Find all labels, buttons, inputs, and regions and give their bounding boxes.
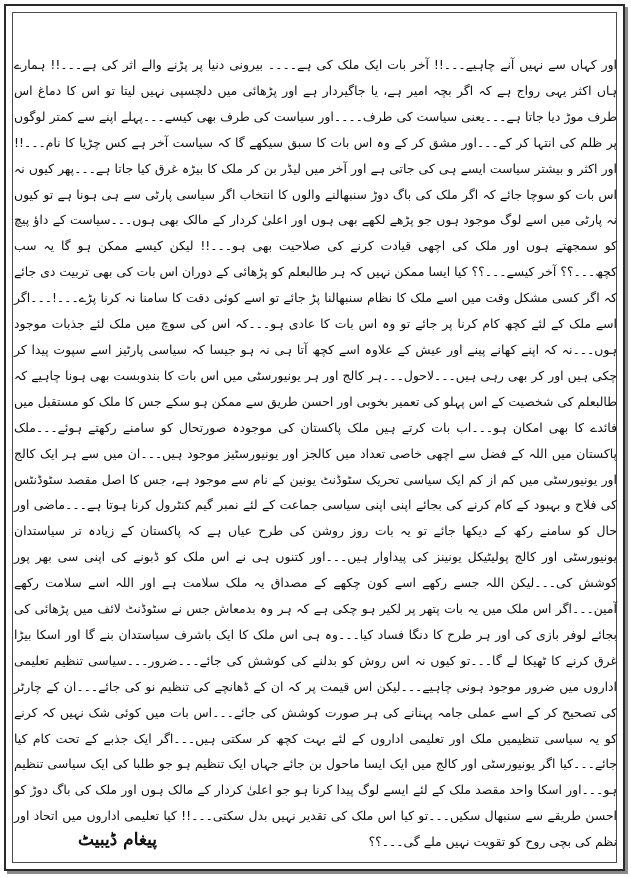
article-body: اور کہاں سے نہیں آنے چاہیے۔۔۔!! آخر بات ایک ملک کی ہے۔۔۔۔ بیرونی دنیا پر پڑنے والے اثر کی ہے۔۔۔!! ہمارے ہاں اکثر یہی رواج ہے کہ اگر بچہ امیر ہے، یا جاگیردار ہے اور پڑھائی میں دلچسپی نہیں لیتا تو اس کا دماغ اس طرف موڑ دیا جاتا ہے۔۔۔یعنی سیاست کی طرف۔۔۔۔اور سیاست کی طرف بھی کیسے۔۔۔پہلے اپنے سے کمتر لوگوں پر ظلم کی انتہا کر کے۔۔۔اور مشق کر کے وہ اس بات کا سبق سیکھے گا کہ سیاست آخر ہے کس چڑیا کا نام۔۔۔!! اور اکثر و بیشتر سیاست ایسے ہی کی جاتی ہے اور آخر میں لیڈر بن کر ملک کا بیڑہ غرق کیا جاتا ہے۔۔۔پھر کیوں نہ اس بات کو سوچا جائے کہ اگر ملک کی باگ دوڑ سنبھالنے والوں کا انتخاب اگر سیاسی پارٹی سے ہی ہونا ہے تو کیوں نہ پارٹی میں اسے لوگ موجود ہوں جو پڑھے لکھے بھی ہوں اور اعلیٰ کردار کے مالک بھی ہوں۔۔۔سیاست کے داؤ پیچ کو سمجھتے ہوں اور ملک کی اچھی قیادت کرنے کی صلاحیت بھی ہو۔۔۔!! لیکن کیسے ممکن ہو گا یہ سب کچھ۔۔۔؟؟ آخر کیسے۔۔۔؟؟ کیا ایسا ممکن نہیں کہ ہر طالبعلم کو پڑھائی کے دوران اس بات کی بھی تربیت دی جائے کہ اگر کسی مشکل وقت میں اسے ملک کا نظام سنبھالنا پڑ جائے تو اسے کوئی دقت کا سامنا نہ کرنا پڑے۔۔۔!۔۔۔اگر اسے ملک کے لئے کچھ کام کرنا پر جائے تو وہ اس بات کا عادی ہو۔۔۔کہ اس کی سوچ میں ملک لئے جذبات موجود ہوں۔۔۔نہ کہ اپنے کھانے پینے اور عیش کے علاوہ اسے کچھ آتا ہی نہ ہو جیسا کہ سیاسی پارٹیز اسے سپوت پیدا کر چکی ہیں اور کر بھی رہی ہیں۔۔۔لاحول۔۔۔ہر کالج اور ہر یونیورسٹی میں اس بات کا بندوبست بھی ہونا چاہیے کہ طالبعلم کی شخصیت کے اس پہلو کی تعمیر بخوبی اور احسن طریق سے ممکن ہو سکے جس کا ملک کو مستقبل میں فائدے کا بھی امکان ہو۔۔۔اب بات کرتے ہیں ملک پاکستان کی موجودہ صورتحال کو سامنے رکھتے ہوئے۔۔۔ملک پاکستان میں اللہ کے فضل سے اچھی خاصی تعداد میں کالجز اور یونیورسٹیز موجود ہیں۔۔۔ان میں سے ہر ایک کالج اور یونیورسٹی میں کم از کم ایک سیاسی تحریک سٹوڈنٹ یونین کے نام سے موجود ہے، جس کا اصل مقصد سٹوڈنٹس کی فلاح و بہبود کے کام کرنے کی بجائے اپنی اپنی سیاسی جماعت کے لئے نمبر گیم کنٹرول کرنا ہوتا ہے۔۔۔ماضی اور حال کو سامنے رکھ کے دیکھا جائے تو یہ بات روز روشن کی طرح عیاں ہے کہ پاکستان کے زیادہ تر سیاستدان یونیورسٹی اور کالج پولیٹیکل یونینز کی پیداوار ہیں۔۔۔اور کتنوں ہی نے اس ملک کو ڈبونے کی اپنی سی بھر پور کوشش کی۔۔۔لیکن اللہ جسے رکھے اسے کون چکھے کے مصداق یہ ملک سلامت ہے اور اللہ اسے سلامت رکھے آمین۔۔۔اگر اس ملک میں یہ بات پتھر پر لکیر ہو چکی ہے کہ ہر وہ بدمعاش جس نے سٹوڈنٹ لائف میں پڑھائی کی بجائے لوفر بازی کی اور ہر طرح کا دنگا فساد کیا۔۔۔وہ ہی اس ملک کا ایک باشرف سیاستدان بنے گا اور اسکا بیڑا غرق کرنے کا ٹھیکا لے گا۔۔۔تو کیوں نہ اس روش کو بدلنے کی کوشش کی جائے۔۔۔ضرور۔۔۔سیاسی تنظیم تعلیمی اداروں میں ضرور موجود ہونی چاہیے۔۔۔لیکن اس قیمت پر کہ ان کے ڈھانچے کی تنظیم نو کی جائے۔۔۔ان کے چارٹر کی تصحیح کر کے اسے عملی جامہ پہنانے کی ہر صورت کوشش کی جائے۔۔۔اس بات میں کوئی شک نہیں کہ کرنے کو یہ سیاسی تنظیمیں ملک اور تعلیمی اداروں کے لئے بہت کچھ کر سکتی ہیں۔۔۔اگر ایک جذبے کے تحت کام کیا جائے۔۔۔کیا اگر یونیورسٹی اور کالج میں ایک ایسا ماحول بن جائے جہاں ایک تنظیم ہو جو طلبا کی ایک سیاسی تنظیم ہو۔۔۔اور اسکا واحد مقصد ملک کے لئے ایسے لوگ پیدا کرنا ہو جو اعلیٰ کردار کے مالک ہوں اور ملک کی باگ دوڑ کو احسن طریقے سے سنبھال سکیں۔۔۔تو کیا اس ملک کی تقدیر نہیں بدل سکتی۔۔۔!! کیا تعلیمی اداروں میں اتحاد اور نظم کی بچی روح کو تقویت نہیں ملے گی۔۔۔؟؟ (14, 57, 617, 850)
author-signature: پیغام ڈیبیٹ (78, 830, 157, 850)
